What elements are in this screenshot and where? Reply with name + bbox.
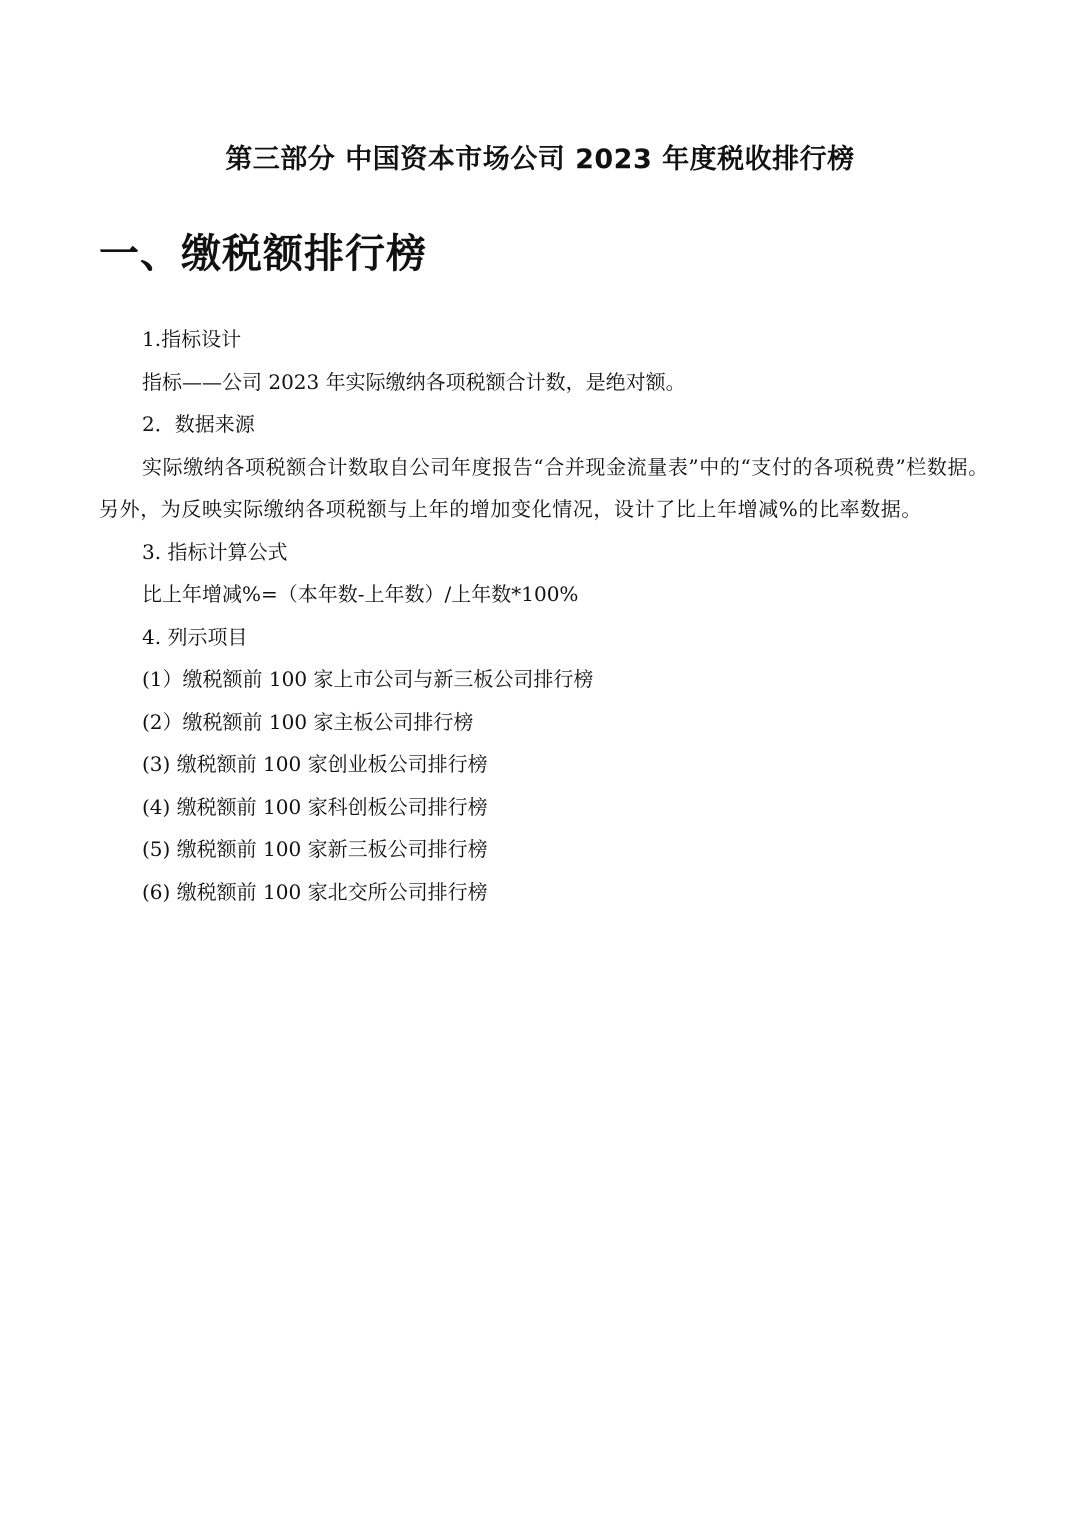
list-item: (1）缴税额前 100 家上市公司与新三板公司排行榜 (142, 667, 594, 691)
data-source-heading: 2．数据来源 (142, 412, 255, 436)
list-heading: 4. 列示项目 (142, 624, 248, 649)
list-item: (5) 缴税额前 100 家新三板公司排行榜 (142, 837, 488, 861)
data-source-text: 实际缴纳各项税额合计数取自公司年度报告“合并现金流量表”中的“支付的各项税费”栏数据。另外，为反映实际缴纳各项税额与上年的增加变化情况，设计了比上年增减%的比率数据。 (99, 454, 989, 521)
list-item: (4) 缴税额前 100 家科创板公司排行榜 (142, 794, 488, 819)
page-title: 第三部分 中国资本市场公司 2023 年度税收排行榜 (225, 144, 855, 175)
list-item: (6) 缴税额前 100 家北交所公司排行榜 (142, 879, 488, 904)
formula-heading: 3. 指标计算公式 (142, 539, 288, 564)
formula-text: 比上年增减%=（本年数-上年数）/上年数*100% (142, 582, 579, 606)
list-item: (2）缴税额前 100 家主板公司排行榜 (142, 709, 474, 734)
indicator-design-text: 指标——公司 2023 年实际缴纳各项税额合计数，是绝对额。 (142, 369, 686, 394)
section-heading: 一、缴税额排行榜 (99, 231, 427, 277)
indicator-design-heading: 1.指标设计 (142, 327, 242, 351)
list-item: (3) 缴税额前 100 家创业板公司排行榜 (142, 752, 488, 776)
document-body (99, 318, 989, 913)
